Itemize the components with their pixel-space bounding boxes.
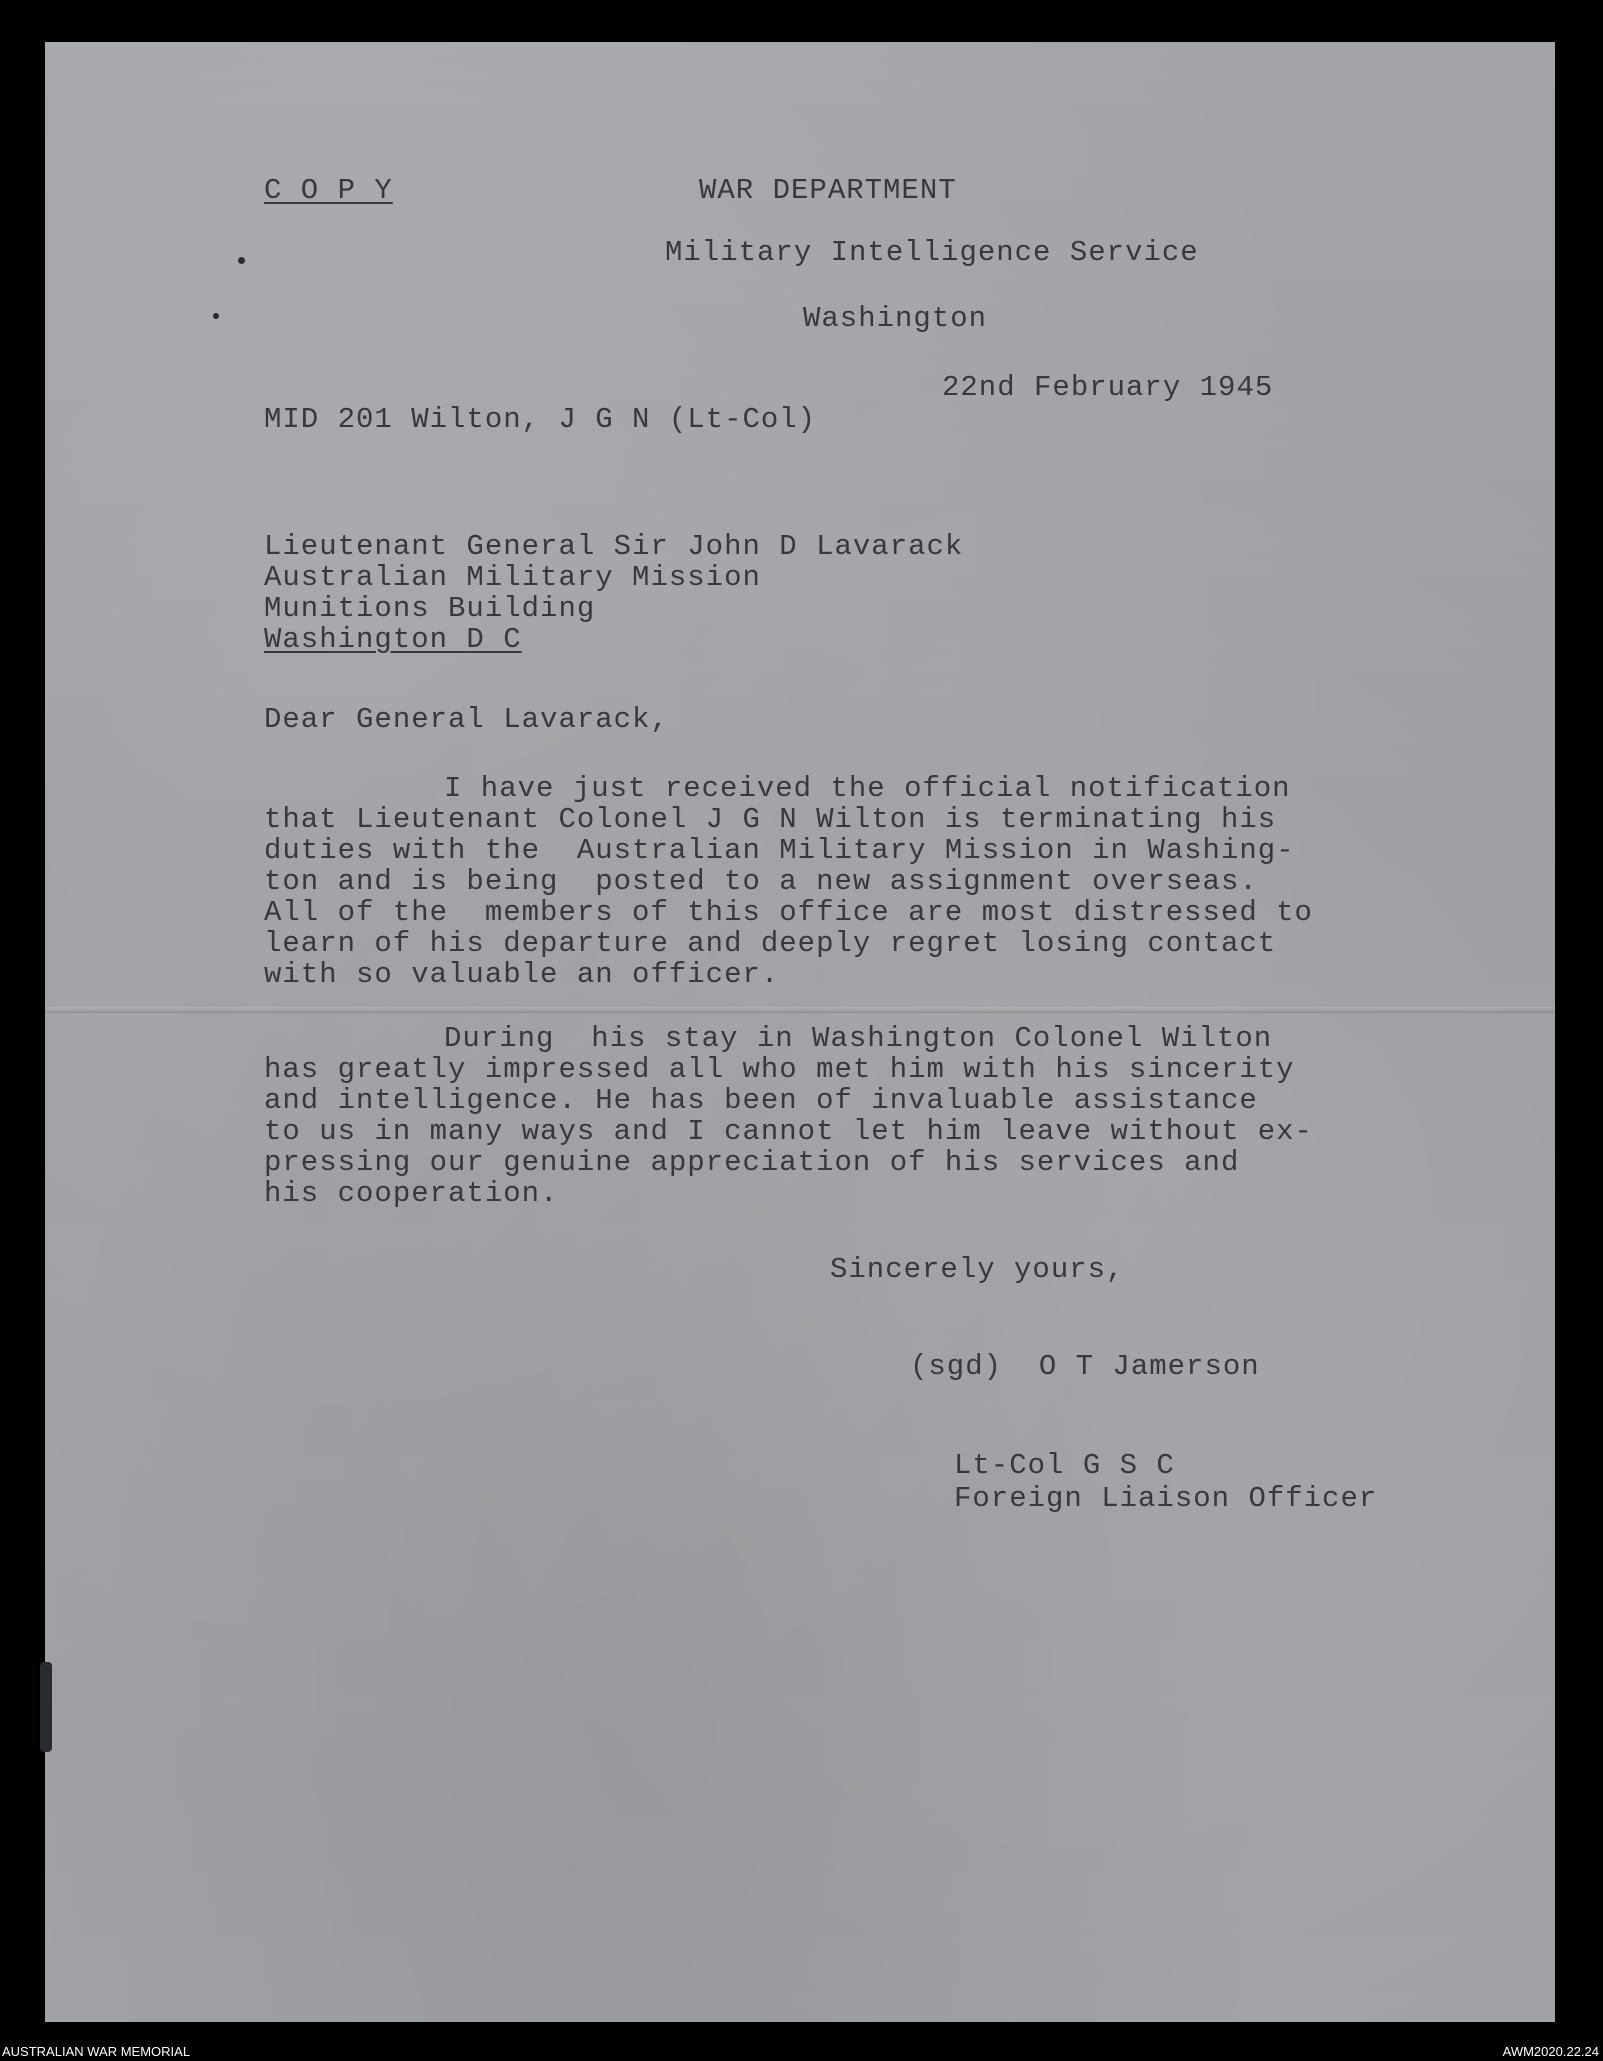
paragraph-line: learn of his departure and deeply regret losing contact [264,927,1277,960]
signature: (sgd) O T Jamerson [910,1350,1260,1383]
paragraph-line: All of the members of this office are most distressed to [264,896,1313,929]
ink-speck [238,257,245,264]
addressee-line: Washington D C [264,623,522,656]
department-title: WAR DEPARTMENT [699,174,957,207]
paragraph-line: has greatly impressed all who met him with his sincerity [264,1053,1295,1086]
signatory-rank: Lt-Col G S C [954,1449,1175,1482]
addressee-line: Australian Military Mission [264,561,761,594]
paragraph-line: duties with the Australian Military Mission in Washing- [264,834,1295,867]
city: Washington [803,302,988,335]
paper-fold [45,1007,1555,1013]
service-title: Military Intelligence Service [665,236,1199,269]
paragraph-line: and intelligence. He has been of invaluable assistance [264,1084,1258,1117]
paragraph-line: pressing our genuine appreciation of his services and [264,1146,1240,1179]
ink-speck [40,1662,52,1752]
copy-mark: C O P Y [264,174,393,207]
paragraph-line: with so valuable an officer. [264,958,780,991]
paragraph-line: to us in many ways and I cannot let him leave without ex- [264,1115,1313,1148]
footer-institution: AUSTRALIAN WAR MEMORIAL [2,2044,191,2059]
letter-date: 22nd February 1945 [942,371,1274,404]
salutation: Dear General Lavarack, [264,703,669,736]
reference-line: MID 201 Wilton, J G N (Lt-Col) [264,403,817,436]
ink-speck [213,313,219,319]
signatory-title: Foreign Liaison Officer [954,1482,1378,1515]
paragraph-line: I have just received the official notification [444,772,1291,805]
paragraph-line: his cooperation. [264,1177,559,1210]
closing: Sincerely yours, [830,1253,1125,1286]
letter-page [45,42,1555,2022]
addressee-line: Munitions Building [264,592,596,625]
addressee-line: Lieutenant General Sir John D Lavarack [264,530,964,563]
paragraph-line: During his stay in Washington Colonel Wilton [444,1022,1273,1055]
footer-accession-number: AWM2020.22.24 [1502,2044,1599,2059]
paragraph-line: ton and is being posted to a new assignment overseas. [264,865,1258,898]
paragraph-line: that Lieutenant Colonel J G N Wilton is terminating his [264,803,1277,836]
